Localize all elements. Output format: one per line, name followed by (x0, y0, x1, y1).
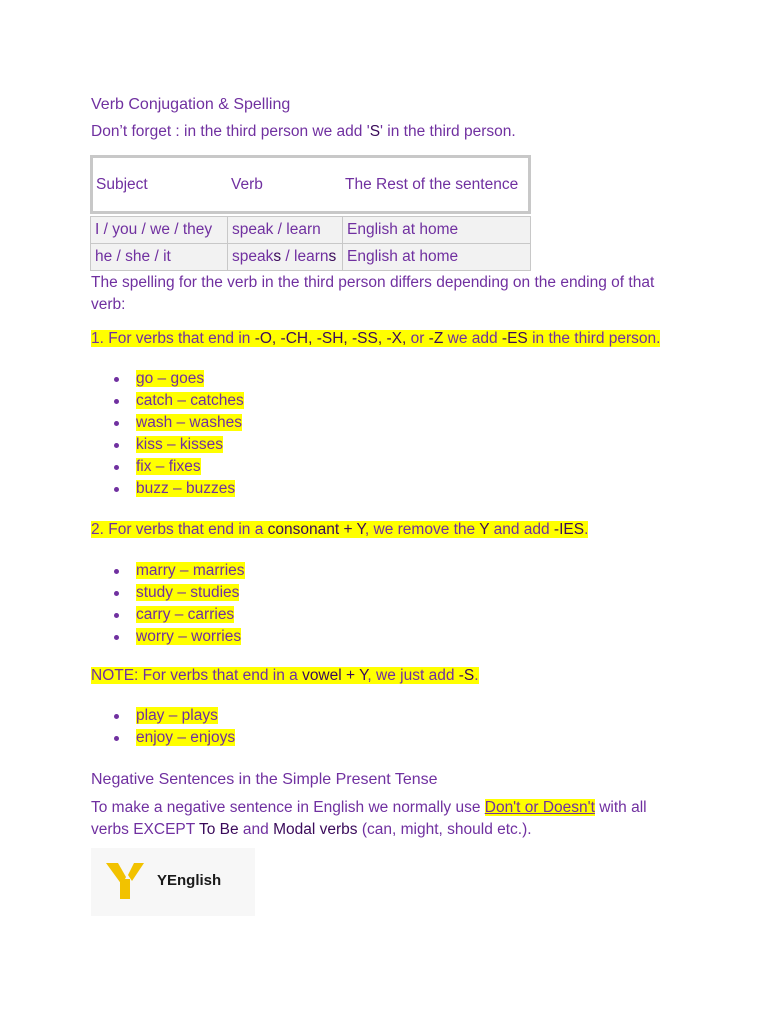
list-ies-examples (91, 560, 245, 648)
cell-subject: I / you / we / they (91, 217, 228, 244)
intro-text-after: ' in the third person. (380, 123, 516, 140)
list-item: enjoy – enjoys (91, 727, 235, 749)
list-item: worry – worries (91, 626, 245, 648)
table-row (91, 217, 531, 244)
list-item: carry – carries (91, 604, 245, 626)
dont-doesnt-link: Don't or Doesn't (484, 799, 595, 816)
negative-heading: Negative Sentences in the Simple Present Tense (91, 771, 438, 788)
header-subject: Subject (96, 176, 148, 193)
rule-2: 2. For verbs that end in a consonant + Y, we remove the Y and add -IES. (91, 521, 589, 538)
note-vowel-y: NOTE: For verbs that end in a vowel + Y, we just add -S. (91, 667, 479, 684)
negative-paragraph: To make a negative sentence in English we normally use Don't or Doesn't with all verbs EXCEPT To Be and Modal verbs (can, might, should etc.). (91, 799, 647, 838)
rule-1: 1. For verbs that end in -O, -CH, -SH, -SS, -X, or -Z we add -ES in the third person. (91, 330, 661, 347)
spelling-note: The spelling for the verb in the third person differs depending on the ending of that verb: (91, 274, 655, 313)
intro-highlight: S (369, 123, 381, 140)
list-item: buzz – buzzes (91, 478, 244, 500)
cell-verb: speak / learn (228, 217, 343, 244)
list-item: study – studies (91, 582, 245, 604)
list-item: kiss – kisses (91, 434, 244, 456)
conjugation-table (90, 216, 531, 271)
list-item: go – goes (91, 368, 244, 390)
y-logo-icon (106, 861, 146, 901)
yenglish-logo (91, 848, 255, 916)
intro-text-before: Don’t forget : in the third person we add ' (91, 123, 370, 140)
table-row (91, 244, 531, 271)
logo-text: YEnglish (157, 872, 222, 889)
cell-rest: English at home (343, 244, 531, 271)
list-item: fix – fixes (91, 456, 244, 478)
list-s-examples (91, 705, 235, 749)
cell-rest: English at home (343, 217, 531, 244)
header-verb: Verb (231, 176, 263, 193)
list-es-examples (91, 368, 244, 500)
header-rest: The Rest of the sentence (345, 176, 519, 193)
list-item: wash – washes (91, 412, 244, 434)
list-item: play – plays (91, 705, 235, 727)
cell-subject: he / she / it (91, 244, 228, 271)
list-item: marry – marries (91, 560, 245, 582)
table-header (90, 155, 531, 214)
section-heading: Verb Conjugation & Spelling (91, 96, 291, 113)
cell-verb: speaks / learns (228, 244, 343, 271)
list-item: catch – catches (91, 390, 244, 412)
intro-line (91, 121, 516, 143)
